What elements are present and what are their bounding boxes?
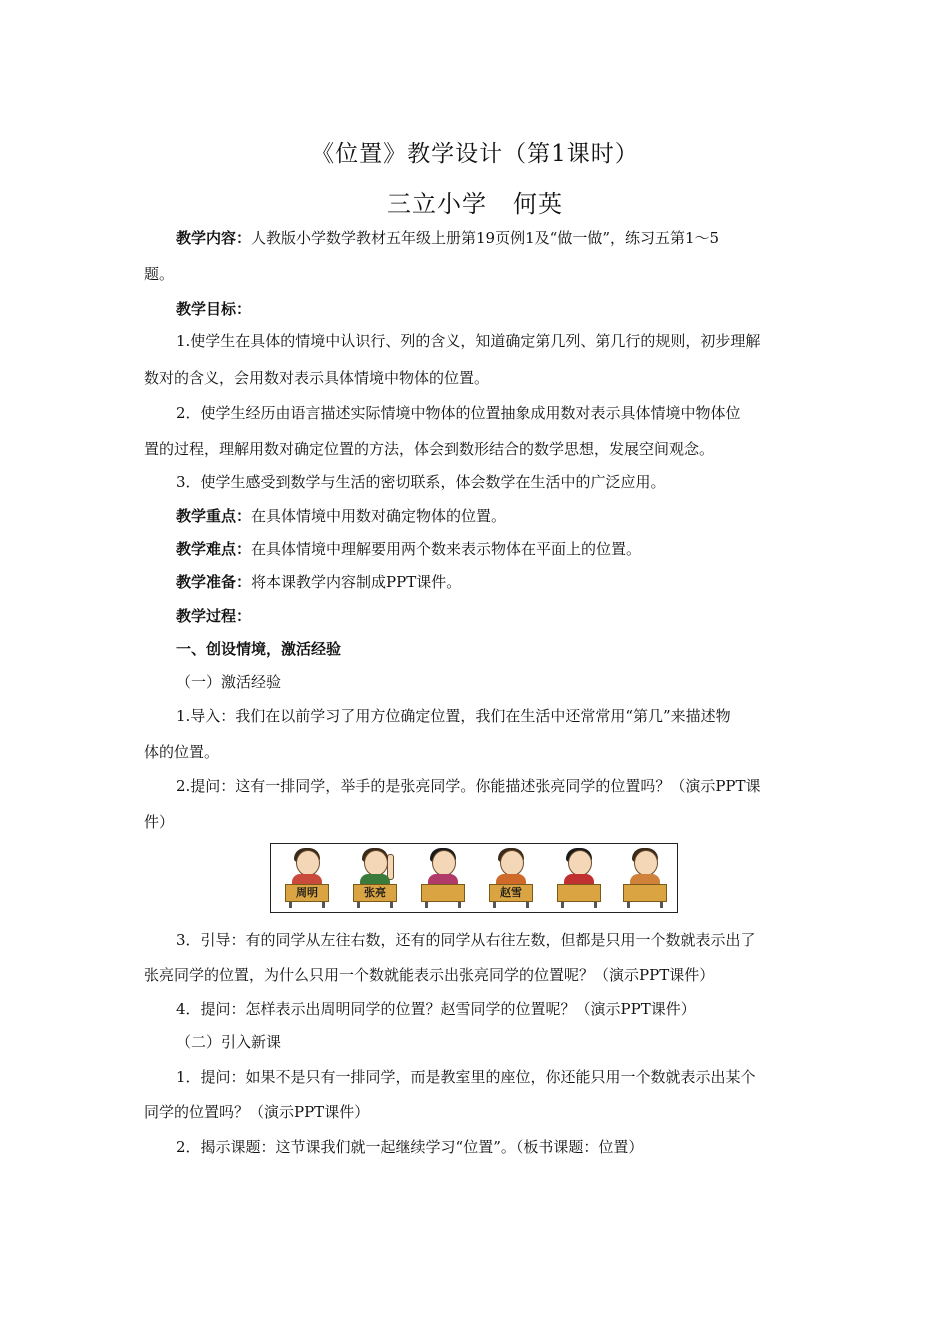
prep-label: 教学准备：	[176, 573, 252, 591]
subsection-1-heading: （一）激活经验	[176, 673, 282, 691]
difficulty-point	[176, 539, 848, 559]
goal-2: 2．使学生经历由语言描述实际情境中物体的位置抽象成用数对表示具体情境中物体位	[176, 404, 741, 422]
school-name: 三立小学	[387, 190, 487, 218]
subsection-2-heading: （二）引入新课	[176, 1033, 282, 1051]
student-figure	[283, 848, 331, 908]
s1-item-1: 1.导入：我们在以前学习了用方位确定位置，我们在生活中还常常用“第几”来描述物	[176, 707, 731, 725]
key-label: 教学重点：	[176, 507, 252, 525]
key-point	[176, 506, 848, 526]
student-figure	[419, 848, 467, 908]
content-line	[176, 228, 848, 248]
desk-name-label: 张亮	[353, 884, 397, 902]
student-figure	[555, 848, 603, 908]
goal-3: 3．使学生感受到数学与生活的密切联系，体会数学在生活中的广泛应用。	[176, 473, 666, 491]
s2-item-1: 1．提问：如果不是只有一排同学，而是教室里的座位，你还能只用一个数就表示出某个	[176, 1068, 756, 1086]
goal-2-cont: 置的过程，理解用数对确定位置的方法，体会到数形结合的数学思想，发展空间观念。	[144, 440, 715, 458]
document-title: 《位置》教学设计（第1课时）	[311, 141, 639, 167]
desk-name-label: 赵雪	[489, 884, 533, 902]
prep-text: 将本课教学内容制成PPT课件。	[251, 573, 462, 591]
s1-item-3-cont: 张亮同学的位置，为什么只用一个数就能表示出张亮同学的位置呢？（演示PPT课件）	[144, 966, 715, 984]
difficulty-text: 在具体情境中理解要用两个数来表示物体在平面上的位置。	[251, 540, 642, 558]
student-figure	[487, 848, 535, 908]
content-label: 教学内容：	[176, 229, 252, 247]
student-figure-raised-hand	[351, 848, 399, 908]
author-name: 何英	[513, 190, 563, 218]
author-line	[0, 184, 950, 219]
s2-item-1-cont: 同学的位置吗？（演示PPT课件）	[144, 1103, 370, 1121]
s1-item-3: 3．引导：有的同学从左往右数，还有的同学从右往左数，但都是只用一个数就表示出了	[176, 931, 756, 949]
desk-name-label	[421, 884, 465, 902]
difficulty-label: 教学难点：	[176, 540, 252, 558]
s1-item-1-cont: 体的位置。	[144, 743, 220, 761]
content-text: 人教版小学数学教材五年级上册第19页例1及“做一做”，练习五第1～5	[251, 229, 720, 247]
process-label: 教学过程：	[176, 607, 252, 625]
desk-name-label	[623, 884, 667, 902]
desk-name-label: 周明	[285, 884, 329, 902]
s1-item-4: 4．提问：怎样表示出周明同学的位置？赵雪同学的位置呢？（演示PPT课件）	[176, 1000, 696, 1018]
s1-item-2: 2.提问：这有一排同学，举手的是张亮同学。你能描述张亮同学的位置吗？（演示PPT课	[176, 777, 761, 795]
goal-1: 1.使学生在具体的情境中认识行、列的含义，知道确定第几列、第几行的规则，初步理解	[176, 332, 761, 350]
s1-item-2-cont: 件）	[144, 813, 175, 831]
students-row-illustration	[270, 843, 678, 913]
goal-1-cont: 数对的含义，会用数对表示具体情境中物体的位置。	[144, 369, 490, 387]
section-1-heading: 一、创设情境，激活经验	[176, 640, 342, 658]
key-text: 在具体情境中用数对确定物体的位置。	[251, 507, 507, 525]
goals-label: 教学目标：	[176, 300, 252, 318]
desk-name-label	[557, 884, 601, 902]
student-figure	[621, 848, 669, 908]
s2-item-2: 2．揭示课题：这节课我们就一起继续学习“位置”。（板书课题：位置）	[176, 1138, 644, 1156]
preparation	[176, 572, 848, 592]
content-text-cont: 题。	[144, 265, 175, 283]
